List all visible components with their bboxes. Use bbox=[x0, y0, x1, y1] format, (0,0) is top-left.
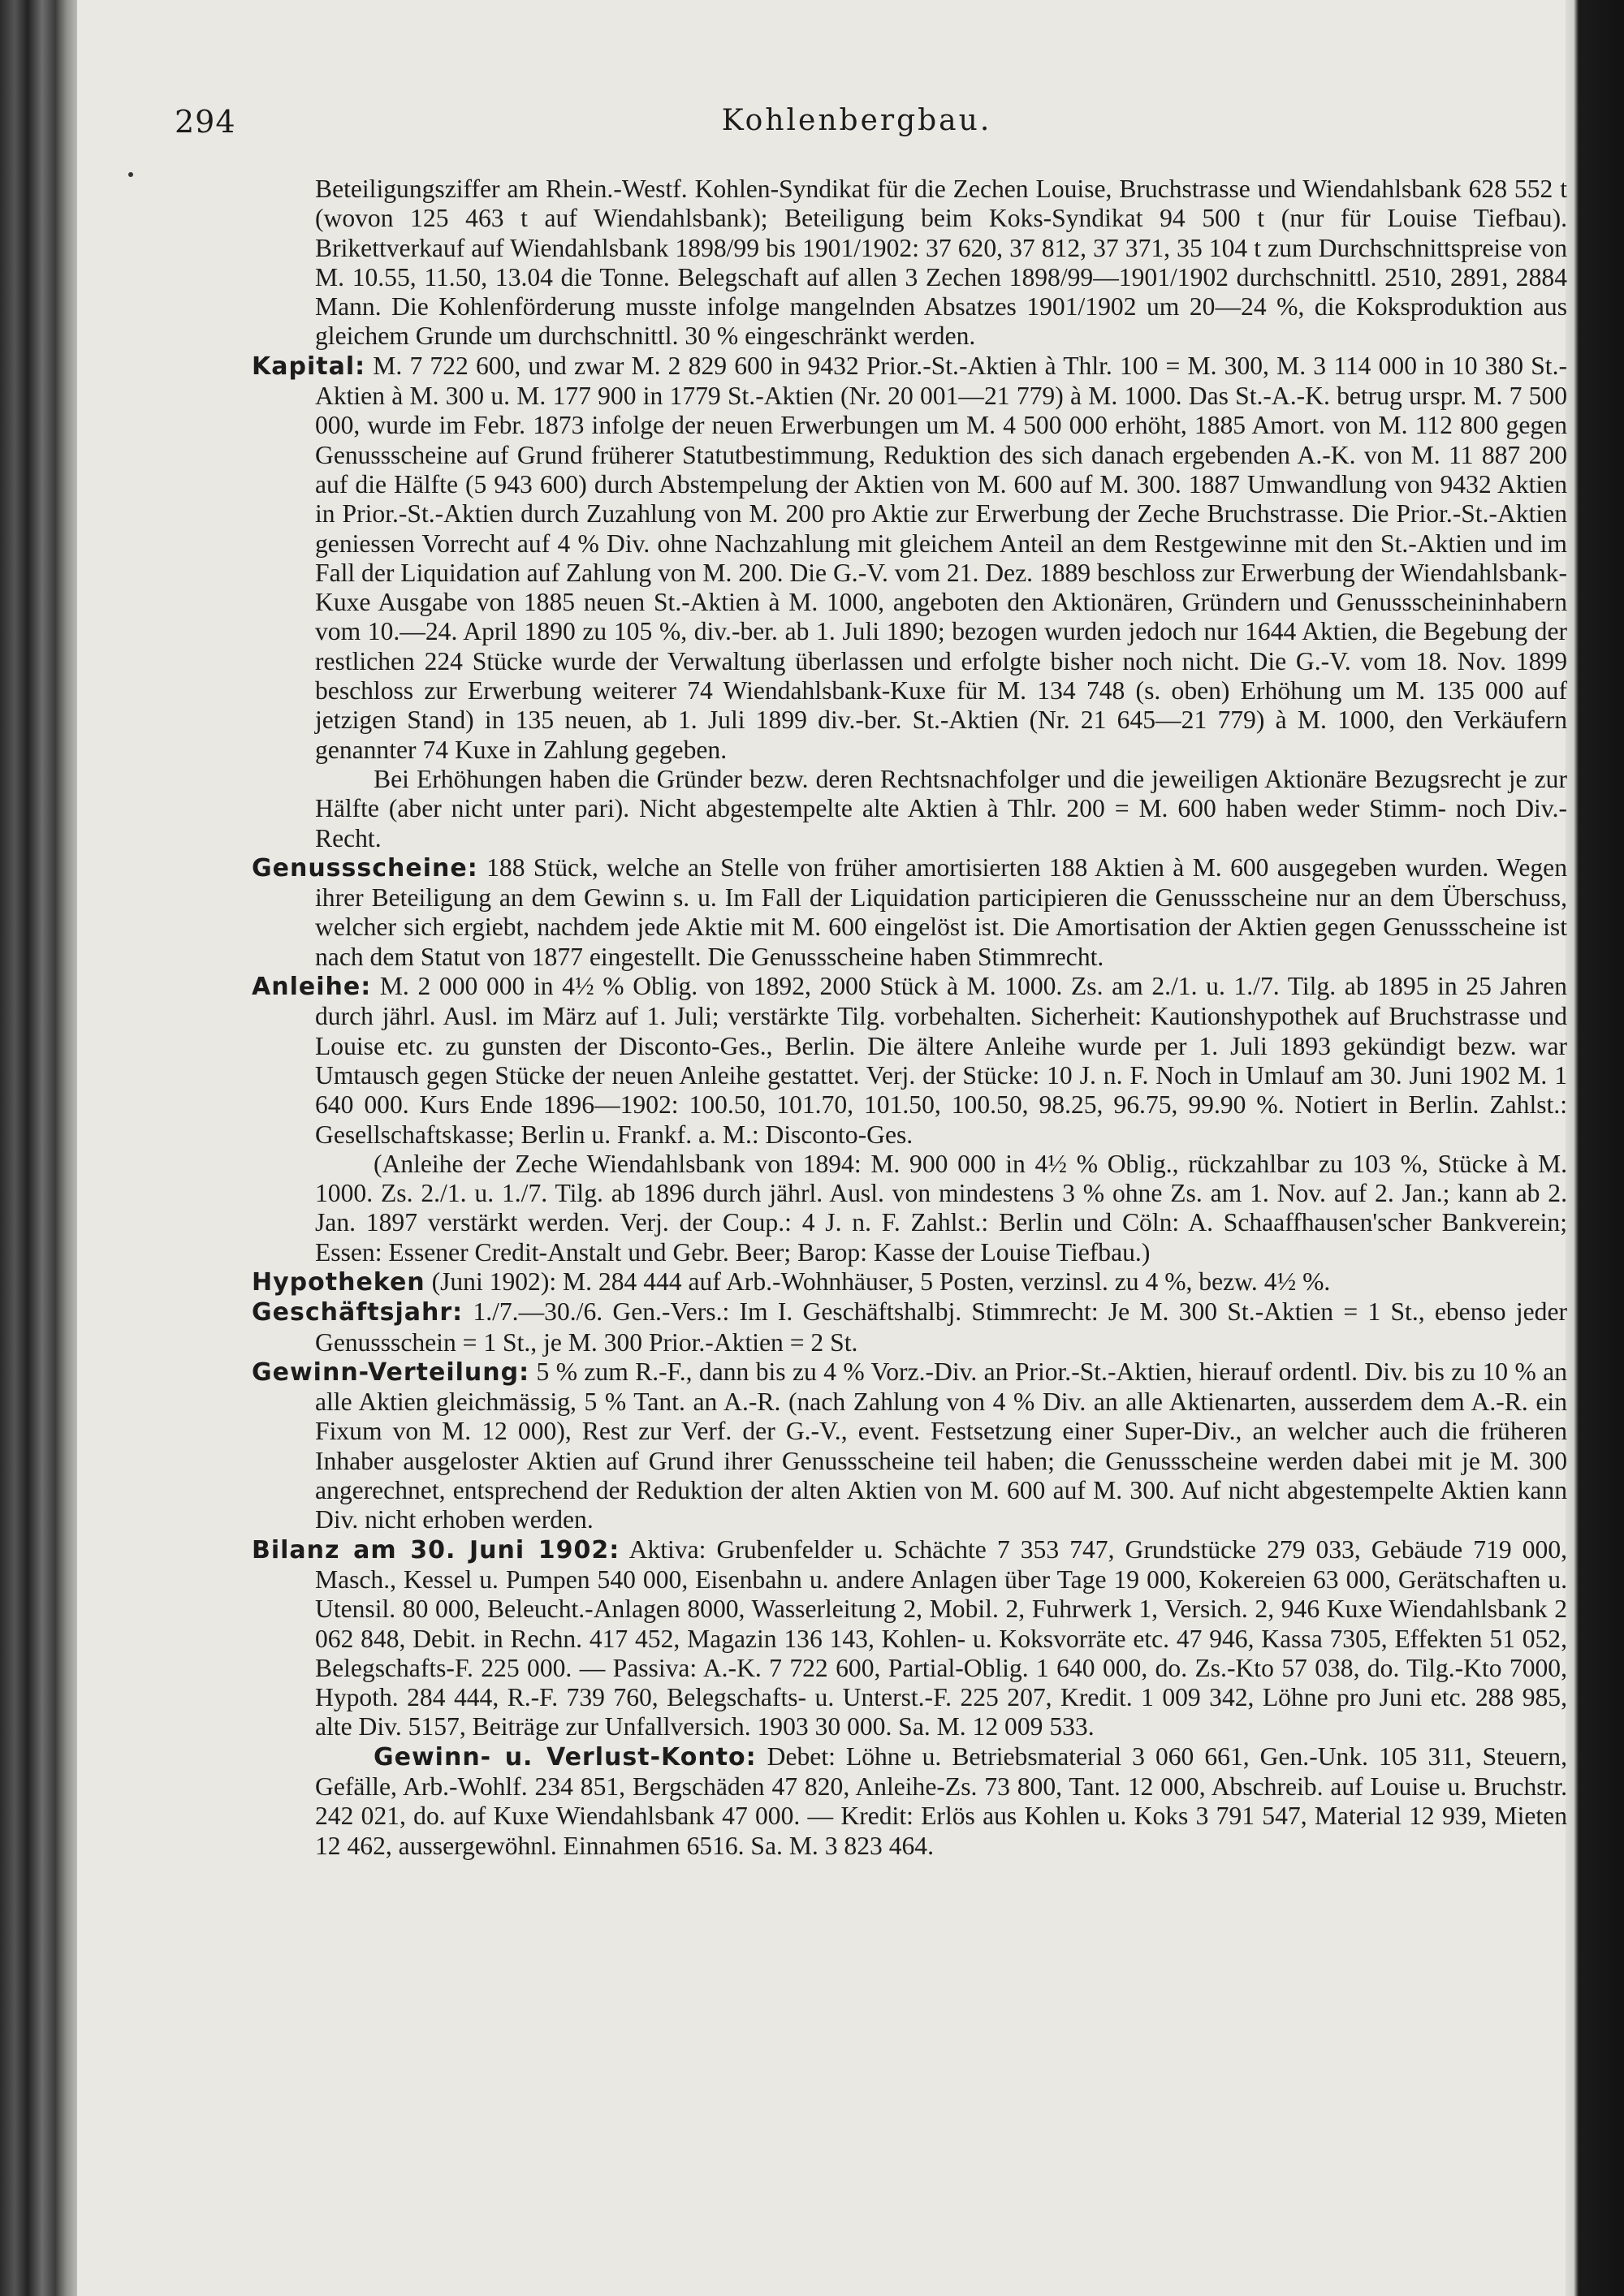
section-keyword: Genussscheine: bbox=[252, 853, 478, 883]
paragraph-text: M. 2 000 000 in 4½ % Oblig. von 1892, 2000 Stück à M. 1000. Zs. am 2./1. u. 1./7. Tilg. ab 1895 in 25 Jahren durch jährl. Ausl. im März auf 1. Juli; verstärkte Tilg. vorbehalten. Sicherheit: Kautionshypothek auf Bruchstrasse und Louise etc. zu gunsten der Disconto-Ges., Berlin. Die ältere Anleihe wurde per 1. Juli 1893 gekündigt bezw. war Umtausch gegen Stücke der neuen Anleihe gestattet. Verj. der Stücke: 10 J. n. F. Noch in Umlauf am 30. Juni 1902 M. 1 640 000. Kurs Ende 1896—1902: 100.50, 101.70, 101.50, 100.50, 98.25, 96.75, 99.90 %. Notiert in Berlin. Zahlst.: Gesellschaftskasse; Berlin u. Frankf. a. M.: Disconto-Ges. bbox=[315, 972, 1567, 1149]
page-header bbox=[175, 104, 1539, 145]
section-keyword: Hypotheken bbox=[252, 1267, 425, 1297]
paragraph-text: (Anleihe der Zeche Wiendahlsbank von 1894: M. 900 000 in 4½ % Oblig., rückzahlbar zu 103 %, Stücke à M. 1000. Zs. 2./1. u. 1./7. Tilg. ab 1896 durch jährl. Ausl. von mindestens 3 % ohne Zs. am 1. Nov. auf 2. Jan.; kann ab 2. Jan. 1897 verstärkt werden. Verj. der Coup.: 4 J. n. F. Zahlst.: Berlin und Cöln: A. Schaaffhausen'scher Bankverein; Essen: Essener Credit-Anstalt und Gebr. Beer; Barop: Kasse der Louise Tiefbau.) bbox=[315, 1149, 1567, 1267]
paragraph-hypotheken bbox=[252, 1267, 1567, 1297]
paragraph-geschaeftsjahr bbox=[252, 1297, 1567, 1357]
paragraph-anleihe bbox=[252, 972, 1567, 1150]
paragraph-text: 1./7.—30./6. Gen.-Vers.: Im I. Geschäftshalbj. Stimmrecht: Je M. 300 St.-Aktien = 1 St., ebenso jeder Genussschein = 1 St., je M. 300 Prior.-Aktien = 2 St. bbox=[315, 1297, 1567, 1357]
paragraph-gewinn-verteilung bbox=[252, 1357, 1567, 1535]
section-keyword: Geschäftsjahr: bbox=[252, 1298, 464, 1327]
paragraph-text: M. 7 722 600, und zwar M. 2 829 600 in 9432 Prior.-St.-Aktien à Thlr. 100 = M. 300, M. 3 114 000 in 10 380 St.-Aktien à M. 300 u. M. 177 900 in 1779 St.-Aktien (Nr. 20 001—21 779) à M. 1000. Das St.-A.-K. betrug urspr. M. 7 500 000, wurde im Febr. 1873 infolge der neuen Erwerbungen um M. 4 500 000 erhöht, 1885 Amort. von M. 112 800 gegen Genussscheine auf Grund früherer Statutbestimmung, Reduktion des sich danach ergebenden A.-K. von M. 11 887 200 auf die Hälfte (5 943 600) durch Abstempelung der Aktien von M. 600 auf M. 300. 1887 Umwandlung von 9432 Aktien in Prior.-St.-Aktien durch Zuzahlung von M. 200 pro Aktie zur Erwerbung der Zeche Bruchstrasse. Die Prior.-St.-Aktien geniessen Vorrecht auf 4 % Div. ohne Nachzahlung mit gleichem Anteil an dem Restgewinne mit den St.-Aktien und im Fall der Liquidation auf Zahlung von M. 200. Die G.-V. vom 21. Dez. 1889 beschloss zur Erwerbung der Wiendahlsbank-Kuxe Ausgabe von 1885 neuen St.-Aktien à M. 1000, angeboten den Aktionären, Gründern und Genussscheininhabern vom 10.—24. April 1890 zu 105 %, div.-ber. ab 1. Juli 1890; bezogen wurden jedoch nur 1644 Aktien, die Begebung der restlichen 224 Stücke wurde der Verwaltung überlassen und erfolgte bisher noch nicht. Die G.-V. vom 18. Nov. 1899 beschloss zur Erwerbung weiterer 74 Wiendahlsbank-Kuxe für M. 134 748 (s. oben) Erhöhung um M. 135 000 auf jetzigen Stand) in 135 neuen, ab 1. Juli 1899 div.-ber. St.-Aktien (Nr. 21 645—21 779) à M. 1000, den Verkäufern genannter 74 Kuxe in Zahlung gegeben. bbox=[315, 351, 1567, 764]
paragraph-kapital bbox=[252, 352, 1567, 765]
paragraph-bilanz bbox=[252, 1535, 1567, 1742]
page-number: 294 bbox=[175, 104, 236, 140]
paragraph-beteiligung bbox=[252, 175, 1567, 352]
scan-right-edge bbox=[1566, 0, 1624, 2296]
margin-dot bbox=[128, 172, 133, 177]
paragraph-text: 188 Stück, welche an Stelle von früher amortisierten 188 Aktien à M. 600 ausgegeben wurden. Wegen ihrer Beteiligung an dem Gewinn s. u. Im Fall der Liquidation participieren die Genussscheine nur an dem Überschuss, welcher sich ergiebt, nachdem jede Aktie mit M. 600 eingelöst ist. Die Amortisation der Aktien gegen Genussscheine ist nach dem Statut von 1877 eingestellt. Die Genussscheine haben Stimmrecht. bbox=[315, 852, 1567, 971]
paragraph-text: Aktiva: Grubenfelder u. Schächte 7 353 747, Grundstücke 279 033, Gebäude 719 000, Masch., Kessel u. Pumpen 540 000, Eisenbahn u. andere Anlagen über Tage 19 000, Kokereien 63 000, Gerätschaften u. Utensil. 80 000, Beleucht.-Anlagen 8000, Wasserleitung 2, Mobil. 2, Fuhrwerk 1, Versich. 2, 946 Kuxe Wiendahlsbank 2 062 848, Debit. in Rechn. 417 452, Magazin 136 143, Kohlen- u. Koksvorräte etc. 47 946, Kassa 7305, Effekten 51 052, Belegschafts-F. 225 000. — Passiva: A.-K. 7 722 600, Partial-Oblig. 1 640 000, do. Zs.-Kto 57 038, do. Tilg.-Kto 7000, Hypoth. 284 444, R.-F. 739 760, Belegschafts- u. Unterst.-F. 225 207, Kredit. 1 009 342, Löhne pro Juni etc. 288 985, alte Div. 5157, Beiträge zur Unfallversich. 1903 30 000. Sa. M. 12 009 533. bbox=[315, 1534, 1568, 1741]
paragraph-genussscheine bbox=[252, 853, 1567, 972]
paragraph-gewinn-verlust bbox=[252, 1742, 1567, 1861]
paragraph-anleihe-wiendahlsbank bbox=[252, 1150, 1567, 1267]
section-keyword: Gewinn-Verteilung: bbox=[252, 1357, 530, 1387]
running-title: Kohlenbergbau. bbox=[721, 104, 992, 137]
body-text bbox=[252, 175, 1567, 1861]
paragraph-text: Debet: Löhne u. Betriebsmaterial 3 060 661, Gen.-Unk. 105 311, Steuern, Gefälle, Arb.-Wohlf. 234 851, Bergschäden 47 820, Anleihe-Zs. 73 800, Tant. 12 000, Abschreib. auf Louise u. Bruchstr. 242 021, do. auf Kuxe Wiendahlsbank 47 000. — Kredit: Erlös aus Kohlen u. Koks 3 791 547, Material 12 939, Mieten 12 462, aussergewöhnl. Einnahmen 6516. Sa. M. 3 823 464. bbox=[315, 1741, 1567, 1860]
paragraph-text: Bei Erhöhungen haben die Gründer bezw. deren Rechtsnachfolger und die jeweiligen Aktionäre Bezugsrecht je zur Hälfte (aber nicht unter pari). Nicht abgestempelte alte Aktien à Thlr. 200 = M. 600 haben weder Stimm- noch Div.-Recht. bbox=[315, 764, 1567, 852]
paragraph-text: 5 % zum R.-F., dann bis zu 4 % Vorz.-Div. an Prior.-St.-Aktien, hierauf ordentl. Div. bis zu 10 % an alle Aktien gleichmässig, 5 % Tant. an A.-R. (nach Zahlung von 4 % Div. an alle Aktienarten, ausserdem dem A.-R. ein Fixum von M. 12 000), Rest zur Verf. der G.-V., event. Festsetzung einer Super-Div., an welcher auch die früheren Inhaber ausgeloster Aktien auf Grund ihrer Genussscheine teil haben; die Genussscheine werden dabei mit je M. 300 angerechnet, entsprechend der Reduktion der alten Aktien von M. 600 auf M. 300. Auf nicht abgestempelte Aktien kann Div. nicht erhoben werden. bbox=[315, 1357, 1567, 1534]
scan-left-edge bbox=[0, 0, 77, 2296]
paragraph-text: Beteiligungsziffer am Rhein.-Westf. Kohlen-Syndikat für die Zechen Louise, Bruchstrasse und Wiendahlsbank 628 552 t (wovon 125 463 t auf Wiendahlsbank); Beteiligung beim Koks-Syndikat 94 500 t (nur für Louise Tiefbau). Brikettverkauf auf Wiendahlsbank 1898/99 bis 1901/1902: 37 620, 37 812, 37 371, 35 104 t zum Durchschnittspreise von M. 10.55, 11.50, 13.04 die Tonne. Belegschaft auf allen 3 Zechen 1898/99—1901/1902 durchschnittl. 2510, 2891, 2884 Mann. Die Kohlenförderung musste infolge mangelnden Absatzes 1901/1902 um 20—24 %, die Koksproduktion aus gleichem Grunde um durchschnittl. 30 % eingeschränkt werden. bbox=[315, 175, 1567, 351]
section-keyword: Gewinn- u. Verlust-Konto: bbox=[374, 1742, 757, 1772]
section-keyword: Anleihe: bbox=[252, 973, 372, 1002]
paragraph-text: (Juni 1902): M. 284 444 auf Arb.-Wohnhäuser, 5 Posten, verzinsl. zu 4 %, bezw. 4½ %. bbox=[431, 1267, 1331, 1296]
paragraph-erhoehungen bbox=[252, 765, 1567, 853]
section-keyword: Kapital: bbox=[252, 352, 366, 381]
section-keyword: Bilanz am 30. Juni 1902: bbox=[252, 1535, 620, 1564]
